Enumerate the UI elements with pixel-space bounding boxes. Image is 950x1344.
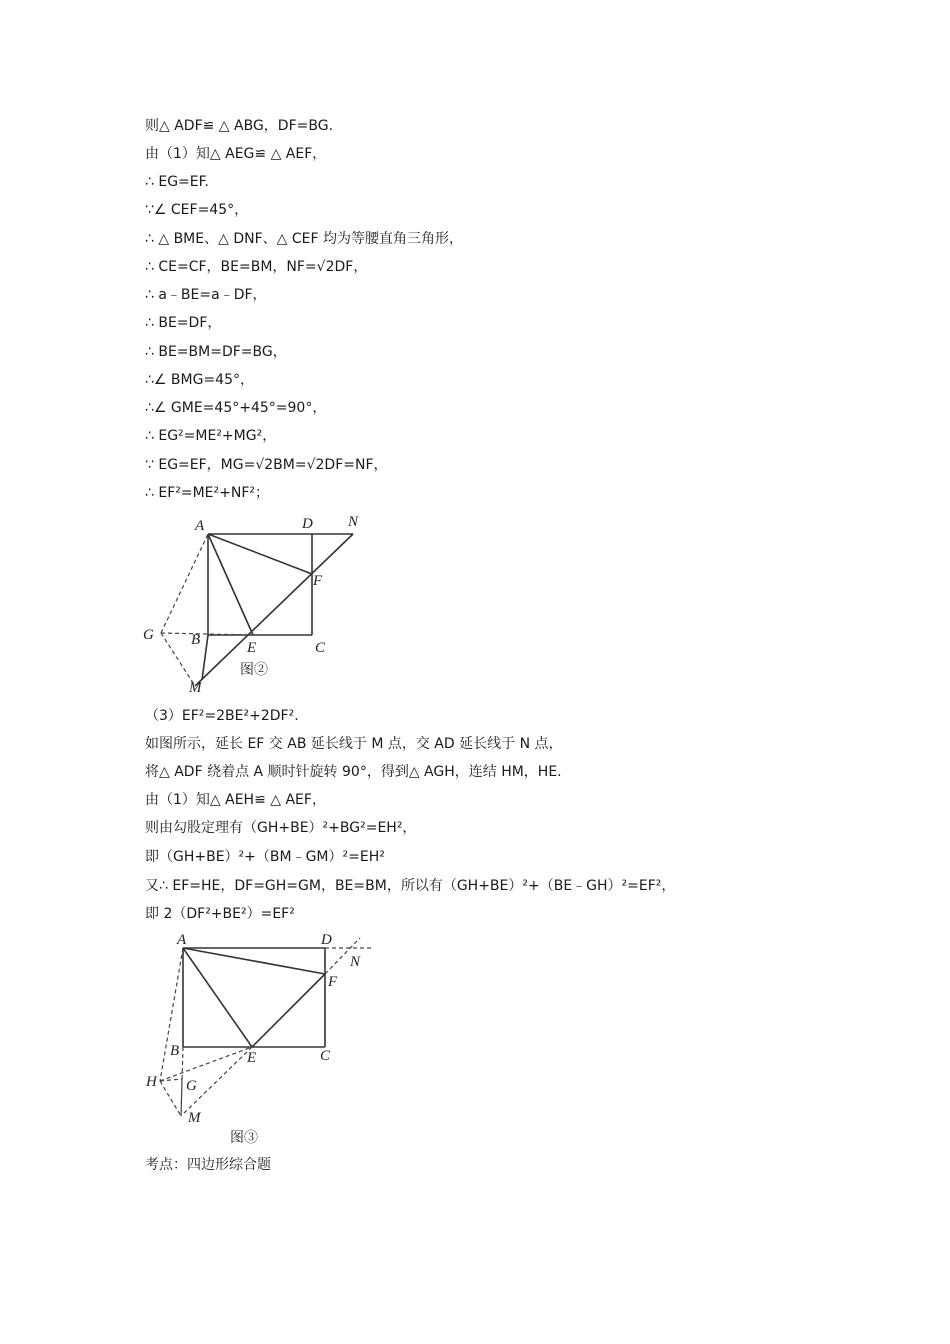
point-label-g: G	[143, 627, 154, 643]
point-label-g: G	[186, 1078, 197, 1094]
point-label-e: E	[247, 640, 257, 656]
geometry-figure-3	[135, 928, 385, 1150]
point-label-c: C	[320, 1048, 331, 1064]
text-line: 即（GH+BE）²+（BM﹣GM）²=EH²	[145, 849, 385, 865]
point-label-m: M	[189, 680, 202, 696]
text-line: ∴ a﹣BE=a﹣DF，	[145, 287, 267, 303]
text-line: 则由勾股定理有（GH+BE）²+BG²=EH²，	[145, 820, 417, 836]
point-label-n: N	[350, 954, 361, 970]
point-label-c: C	[315, 640, 326, 656]
point-label-m: M	[188, 1110, 201, 1126]
point-label-b: B	[170, 1043, 180, 1059]
text-line: 如图所示，延长 EF 交 AB 延长线于 M 点，交 AD 延长线于 N 点，	[145, 736, 563, 752]
text-line: 则△ ADF≌ △ ABG，DF=BG.	[145, 118, 334, 134]
text-line: ∴ BE=BM=DF=BG，	[145, 344, 287, 360]
text-line: 将△ ADF 绕着点 A 顺时针旋转 90°，得到△ AGH，连结 HM，HE.	[145, 764, 562, 780]
text-line: （3）EF²=2BE²+2DF².	[145, 708, 299, 724]
text-line: 由（1）知△ AEG≌ △ AEF，	[145, 146, 327, 162]
text-line: ∴∠ GME=45°+45°=90°，	[145, 400, 327, 416]
text-line: ∴ EG=EF.	[145, 174, 209, 190]
topic-footer: 考点：四边形综合题	[145, 1157, 271, 1173]
point-label-a: A	[177, 932, 187, 948]
text-line: 由（1）知△ AEH≌ △ AEF，	[145, 792, 326, 808]
text-line: ∴∠ BMG=45°，	[145, 372, 254, 388]
text-line: 即 2（DF²+BE²）=EF²	[145, 906, 295, 922]
text-line: ∴ EG²=ME²+MG²，	[145, 428, 277, 444]
point-label-h: H	[146, 1074, 157, 1090]
text-line: ∴ EF²=ME²+NF²；	[145, 485, 270, 501]
point-label-n: N	[348, 514, 359, 530]
text-line: ∴ △ BME、△ DNF、△ CEF 均为等腰直角三角形，	[145, 231, 463, 247]
figure-caption: 图③	[230, 1131, 258, 1146]
figure-caption: 图②	[240, 663, 268, 678]
point-label-f: F	[328, 974, 338, 990]
point-label-b: B	[191, 632, 201, 648]
point-label-e: E	[247, 1050, 257, 1066]
text-line: ∴ BE=DF，	[145, 315, 222, 331]
point-label-d: D	[321, 932, 332, 948]
text-line: ∵ EG=EF，MG=√2BM=√2DF=NF，	[145, 457, 388, 473]
text-line: ∵∠ CEF=45°，	[145, 202, 249, 218]
point-label-f: F	[313, 573, 323, 589]
point-label-a: A	[195, 518, 205, 534]
text-line: ∴ CE=CF，BE=BM，NF=√2DF，	[145, 259, 368, 275]
text-line: 又∴ EF=HE，DF=GH=GM，BE=BM，所以有（GH+BE）²+（BE﹣GH）²=EF²，	[145, 878, 676, 894]
point-label-d: D	[302, 516, 313, 532]
geometry-figure-2	[135, 508, 375, 698]
